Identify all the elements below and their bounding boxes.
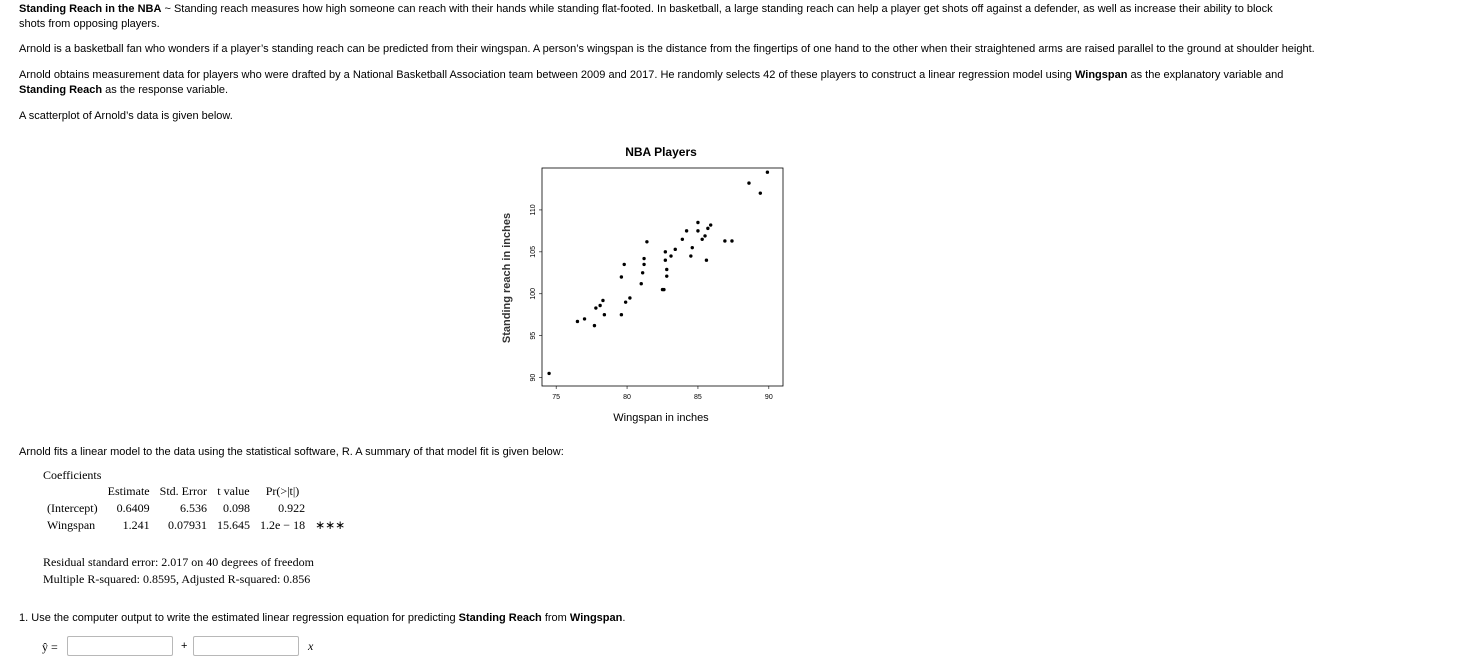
row-sig: ∗∗∗	[315, 518, 346, 532]
data-point	[705, 259, 708, 262]
data-point	[603, 313, 606, 316]
data-point	[696, 229, 699, 232]
question-1	[19, 611, 625, 626]
scatterplot	[495, 138, 795, 430]
data-point	[706, 227, 709, 230]
x-variable: x	[308, 639, 314, 653]
slope-input[interactable]	[193, 636, 299, 656]
scatterplot-intro: A scatterplot of Arnold’s data is given below.	[19, 110, 233, 122]
question-text-a: Use the computer output to write the estimated linear regression equation for predicting	[28, 612, 459, 624]
table-header-row	[42, 483, 350, 500]
data-point	[628, 296, 631, 299]
x-tick-label: 85	[694, 394, 702, 401]
data-paragraph-c: as the explanatory variable and	[1127, 69, 1284, 81]
data-point	[598, 304, 601, 307]
data-point	[620, 313, 623, 316]
y-tick-label: 100	[530, 287, 537, 300]
data-point	[594, 306, 597, 309]
wingspan-paragraph: Arnold is a basketball fan who wonders if a player’s standing reach can be predicted from their wingspan. A person’s wingspan is the distance from the fingertips of one hand to the other when their straightened arms are raised parallel to the ground at shoulder height.	[19, 43, 1315, 55]
table-row	[42, 500, 350, 517]
data-paragraph-a: Arnold obtains measurement data for players who were drafted by a National Basketball Association team between 2009 and 2017. He randomly selects 42 of these players to construct a linear regression model using	[19, 69, 1075, 81]
coefficients-label: Coefficients	[43, 468, 102, 482]
chart-title: NBA Players	[625, 145, 697, 159]
data-point	[664, 250, 667, 253]
intro-paragraph	[19, 2, 1299, 32]
row-p-value: 0.922	[278, 501, 306, 515]
data-point	[665, 274, 668, 277]
x-tick-label: 75	[552, 394, 561, 401]
header-p-value: Pr(>|t|)	[265, 484, 300, 498]
question-text-e: .	[622, 612, 626, 624]
r-squared: Multiple R-squared: 0.8595, Adjusted R-squared: 0.856	[43, 572, 311, 586]
table-row	[42, 517, 350, 534]
y-hat-label: ŷ =	[42, 640, 58, 654]
data-point	[645, 240, 648, 243]
plus-sign: +	[181, 640, 188, 652]
data-point	[576, 320, 579, 323]
row-estimate: 1.241	[122, 518, 150, 532]
problem-title: Standing Reach in the NBA	[19, 3, 162, 15]
data-point	[665, 268, 668, 271]
row-estimate: 0.6409	[116, 501, 150, 515]
residual-se: Residual standard error: 2.017 on 40 degrees of freedom	[43, 555, 314, 569]
question-text-c: from	[541, 612, 570, 624]
data-points	[547, 170, 769, 375]
question-text-d: Wingspan	[569, 612, 623, 624]
row-name: Wingspan	[47, 518, 96, 532]
data-point	[642, 263, 645, 266]
row-p-value: 1.2e − 18	[259, 518, 306, 532]
intro-text: Standing reach measures how high someone can reach with their hands while standing flat-footed. In basketball, a large standing reach can help a player get shots off against a defender, as well as increase their ability to block shots from opposing players.	[19, 3, 1273, 30]
x-axis-label: Wingspan in inches	[613, 412, 709, 424]
row-t-value: 15.645	[216, 518, 250, 532]
data-point	[759, 191, 762, 194]
data-point	[662, 288, 665, 291]
y-tick-label: 105	[530, 246, 537, 258]
question-number: 1.	[19, 612, 29, 624]
header-t-value: t value	[217, 484, 250, 498]
data-point	[641, 271, 644, 274]
data-paragraph-d: Standing Reach	[19, 84, 103, 96]
data-point	[685, 229, 688, 232]
plot-frame	[542, 168, 783, 386]
question-text-b: Standing Reach	[458, 612, 542, 624]
y-tick-label: 90	[530, 373, 537, 382]
data-point	[642, 257, 645, 260]
row-t-value: 0.098	[222, 501, 250, 515]
data-point	[691, 246, 694, 249]
data-point	[620, 275, 623, 278]
data-point	[669, 254, 672, 257]
x-tick-label: 80	[623, 394, 631, 401]
data-point	[623, 263, 626, 266]
y-axis-label: Standing reach in inches	[501, 212, 513, 344]
header-blank	[42, 483, 103, 500]
data-paragraph	[19, 68, 1284, 98]
intercept-input[interactable]	[67, 636, 173, 656]
data-point	[640, 282, 643, 285]
row-std-error: 0.07931	[167, 518, 207, 532]
x-tick-label: 90	[764, 394, 773, 401]
data-paragraph-e: as the response variable.	[102, 84, 229, 96]
row-name: (Intercept)	[47, 501, 98, 515]
data-point	[723, 239, 726, 242]
y-tick-label: 110	[530, 204, 537, 216]
header-estimate: Estimate	[107, 484, 150, 498]
data-point	[601, 299, 604, 302]
data-point	[593, 324, 596, 327]
data-point	[703, 234, 706, 237]
data-point	[700, 238, 703, 241]
data-point	[689, 254, 692, 257]
data-point	[747, 181, 750, 184]
data-point	[583, 317, 586, 320]
header-std-error: Std. Error	[159, 484, 207, 498]
data-point	[664, 259, 667, 262]
data-point	[674, 248, 677, 251]
data-point	[624, 300, 627, 303]
data-point	[709, 223, 712, 226]
data-paragraph-b: Wingspan	[1074, 69, 1128, 81]
data-point	[696, 221, 699, 224]
coefficients-table	[42, 483, 350, 534]
data-point	[730, 239, 733, 242]
data-point	[766, 170, 769, 173]
x-axis	[552, 386, 773, 401]
data-point	[681, 238, 684, 241]
title-separator: ~	[161, 3, 174, 15]
header-sig	[310, 483, 350, 500]
row-sig	[310, 500, 350, 517]
y-tick-label: 95	[530, 331, 537, 340]
row-std-error: 6.536	[179, 501, 207, 515]
summary-intro: Arnold fits a linear model to the data using the statistical software, R. A summary of that model fit is given below:	[19, 446, 564, 458]
y-axis	[530, 204, 542, 381]
data-point	[547, 372, 550, 375]
